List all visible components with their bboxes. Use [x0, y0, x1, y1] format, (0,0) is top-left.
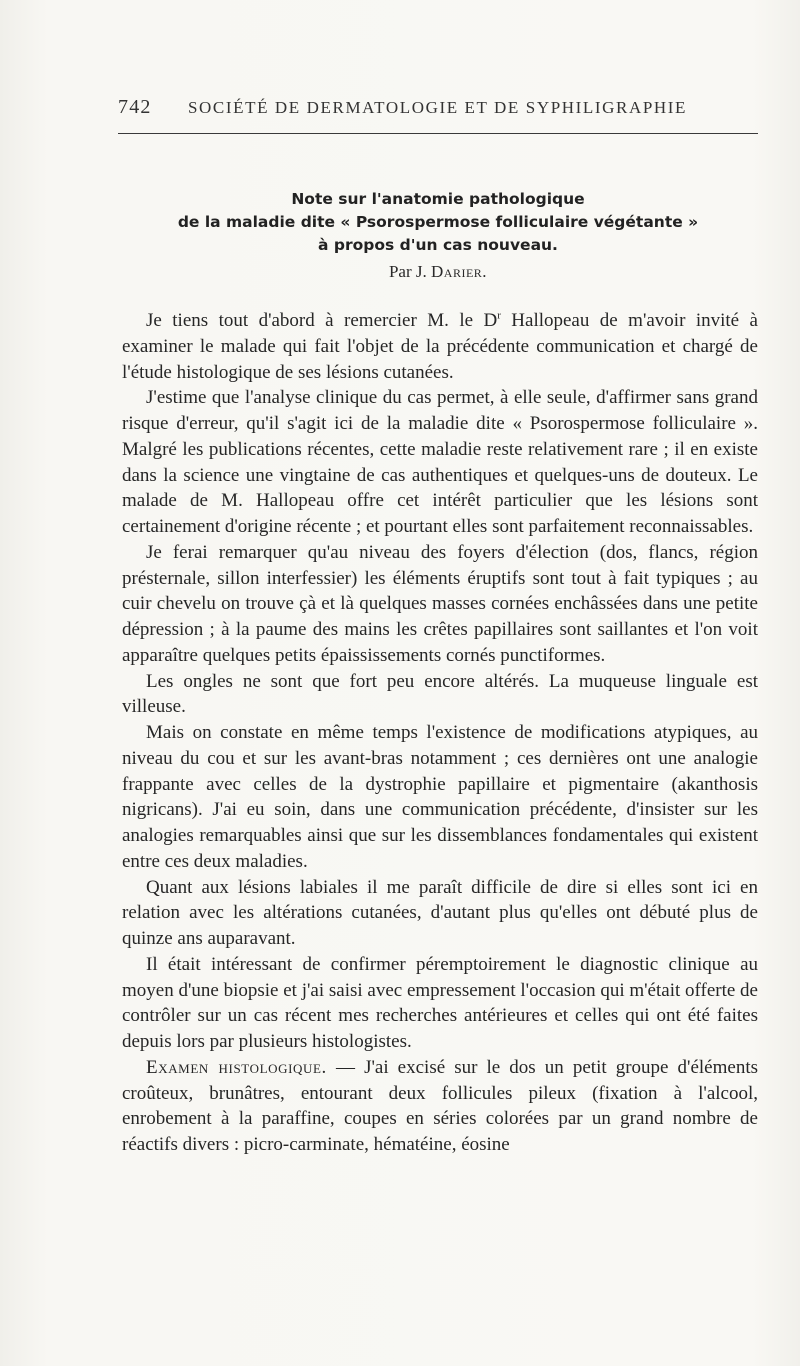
title-line-2: de la maladie dite « Psorospermose folliculaire végétante »: [177, 213, 699, 231]
byline: [118, 262, 758, 282]
paragraph-6: Quant aux lésions labiales il me paraît difficile de dire si elles sont ici en relation avec les altérations cutanées, d'autant plus qu'elles ont débuté plus de quinze ans auparavant.: [122, 876, 758, 949]
byline-author: Darier.: [431, 262, 488, 281]
running-head: [118, 96, 758, 124]
paragraph-1-end: Hallopeau de m'avoir invité à examiner le malade qui fait l'objet de la précédente communication et chargé de l'étude histologique de ses lésions cutanées.: [122, 310, 758, 383]
journal-title: SOCIÉTÉ DE DERMATOLOGIE ET DE SYPHILIGRAPHIE: [188, 98, 688, 117]
paragraph-1-start: Je tiens tout d'abord à remercier M. le D: [146, 310, 498, 331]
article-title: [118, 188, 758, 257]
page-number: 742: [118, 96, 152, 118]
paragraph-1: [122, 308, 758, 385]
byline-prefix: Par J.: [388, 262, 431, 281]
paragraph-2: J'estime que l'analyse clinique du cas permet, à elle seule, d'affirmer sans grand risque d'erreur, qu'il s'agit ici de la maladie dite « Psorospermose folliculaire ». Malgré les publications récentes, cette maladie reste relativement rare ; il en existe dans la science une vingtaine de cas authentiques et quelques-uns de douteux. Le malade de M. Hallopeau offre cet intérêt particulier que les lésions sont certainement d'origine récente ; et pourtant elles sont parfaitement reconnaissables.: [122, 387, 758, 537]
paragraph-8-body: — J'ai excisé sur le dos un petit groupe d'éléments croûteux, brunâtres, entourant deux follicules pileux (fixation à l'alcool, enrobement à la paraffine, coupes en séries colorées par un grand nombre de réactifs divers : picro-carminate, hématéine, éosine: [122, 1056, 758, 1155]
paragraph-7: Il était intéressant de confirmer péremptoirement le diagnostic clinique au moyen d'une biopsie et j'ai saisi avec empressement l'occasion qui m'était offerte de contrôler sur un cas récent mes recherches antérieures et celles qui ont été faites depuis lors par plusieurs histologistes.: [122, 953, 758, 1052]
section-heading: Examen histologique.: [146, 1056, 327, 1078]
paragraph-5: Mais on constate en même temps l'existence de modifications atypiques, au niveau du cou et sur les avant-bras notamment ; ces dernières ont une analogie frappante avec celles de la dystrophie papillaire et pigmentaire (akanthosis nigricans). J'ai eu soin, dans une communication précédente, d'insister sur les analogies remarquables ainsi que sur les dissemblances fondamentales qui existent entre ces deux maladies.: [122, 722, 758, 872]
paragraph-4: Les ongles ne sont que fort peu encore altérés. La muqueuse linguale est villeuse.: [122, 670, 758, 718]
doctor-abbrev-sup: r: [497, 309, 501, 322]
title-line-1: Note sur l'anatomie pathologique: [291, 190, 585, 208]
header-rule: [118, 133, 758, 134]
article-body: [122, 308, 758, 1158]
paragraph-8: [122, 1055, 758, 1158]
paragraph-3: Je ferai remarquer qu'au niveau des foyers d'élection (dos, flancs, région présternale, sillon interfessier) les éléments éruptifs sont tout à fait typiques ; au cuir chevelu on trouve çà et là quelques masses cornées enchâssées dans une petite dépression ; à la paume des mains les crêtes papillaires sont saillantes et l'on voit apparaître quelques petits épaississements cornés punctiformes.: [122, 541, 758, 666]
title-line-3: à propos d'un cas nouveau.: [318, 236, 558, 254]
